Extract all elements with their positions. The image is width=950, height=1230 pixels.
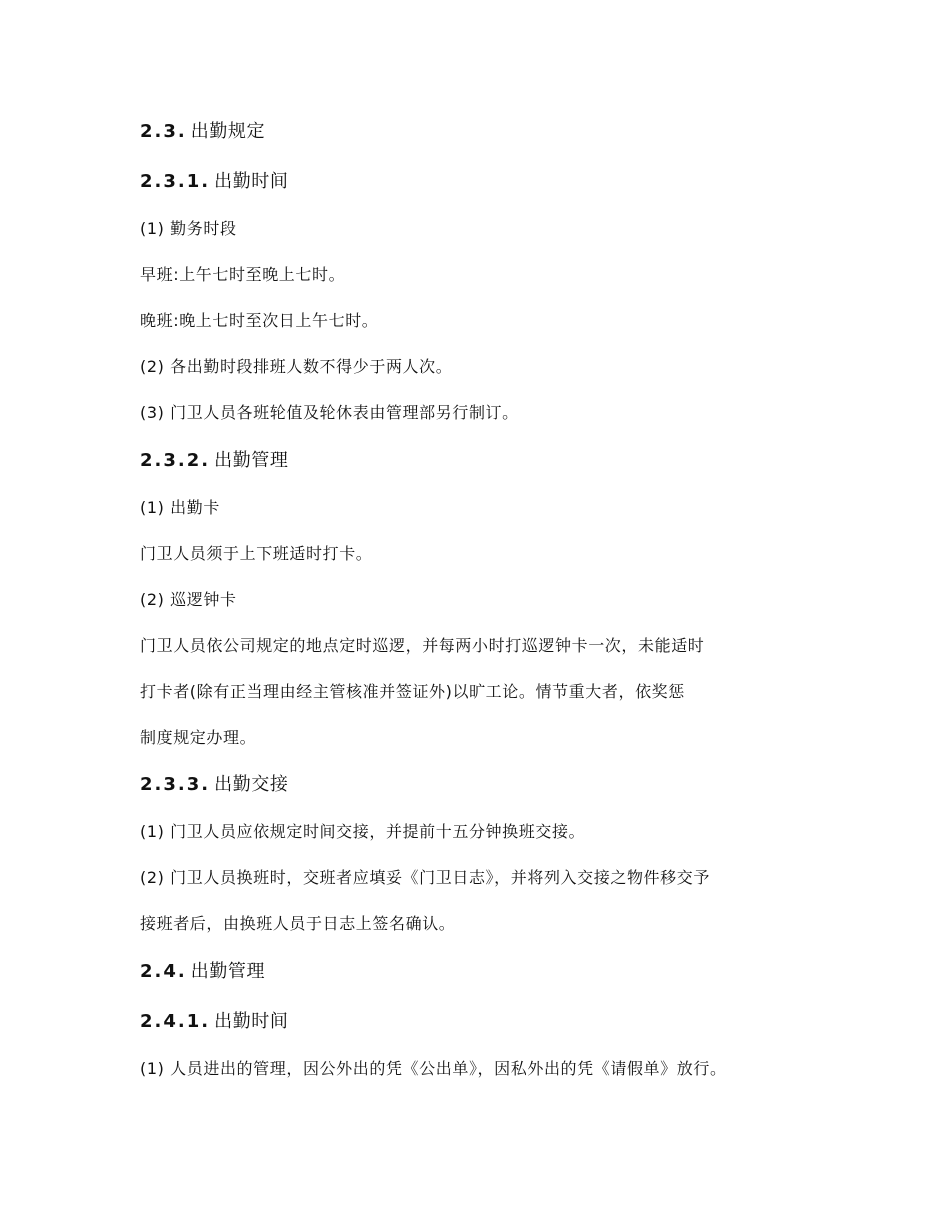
- heading-2-3-2: [140, 450, 289, 472]
- heading-title: 出勤管理: [214, 450, 289, 471]
- paragraph: (1) 出勤卡: [140, 498, 220, 517]
- heading-title: 出勤时间: [214, 171, 289, 192]
- paragraph: 打卡者(除有正当理由经主管核准并签证外)以旷工论。情节重大者，依奖惩: [140, 682, 685, 701]
- paragraph: 早班:上午七时至晚上七时。: [140, 265, 346, 284]
- paragraph: (3) 门卫人员各班轮值及轮休表由管理部另行制订。: [140, 403, 519, 422]
- heading-title: 出勤交接: [214, 774, 289, 795]
- paragraph: 门卫人员依公司规定的地点定时巡逻，并每两小时打巡逻钟卡一次，未能适时: [140, 636, 705, 655]
- heading-title: 出勤管理: [190, 961, 266, 982]
- heading-title: 出勤时间: [214, 1011, 289, 1032]
- heading-number: 2.4.1.: [140, 1011, 211, 1032]
- heading-number: 2.3.1.: [140, 171, 211, 192]
- heading-number: 2.3.2.: [140, 450, 211, 471]
- heading-title: 出勤规定: [190, 121, 266, 142]
- paragraph: (1) 勤务时段: [140, 219, 237, 238]
- paragraph: (2) 各出勤时段排班人数不得少于两人次。: [140, 357, 453, 376]
- heading-number: 2.4.: [140, 961, 187, 982]
- paragraph: 晚班:晚上七时至次日上午七时。: [140, 311, 379, 330]
- paragraph: (2) 门卫人员换班时，交班者应填妥《门卫日志》，并将列入交接之物件移交予: [140, 868, 710, 887]
- paragraph: (1) 门卫人员应依规定时间交接，并提前十五分钟换班交接。: [140, 822, 586, 841]
- heading-number: 2.3.3.: [140, 774, 211, 795]
- paragraph: (2) 巡逻钟卡: [140, 590, 237, 609]
- heading-2-3-1: [140, 171, 289, 193]
- heading-2-3-3: [140, 774, 289, 796]
- heading-2-3: [140, 121, 265, 143]
- paragraph: 接班者后，由换班人员于日志上签名确认。: [140, 914, 456, 933]
- heading-number: 2.3.: [140, 121, 187, 142]
- paragraph: 门卫人员须于上下班适时打卡。: [140, 544, 373, 563]
- paragraph: 制度规定办理。: [140, 728, 257, 747]
- heading-2-4-1: [140, 1011, 289, 1033]
- paragraph: (1) 人员进出的管理，因公外出的凭《公出单》，因私外出的凭《请假单》放行。: [140, 1059, 727, 1078]
- heading-2-4: [140, 961, 265, 983]
